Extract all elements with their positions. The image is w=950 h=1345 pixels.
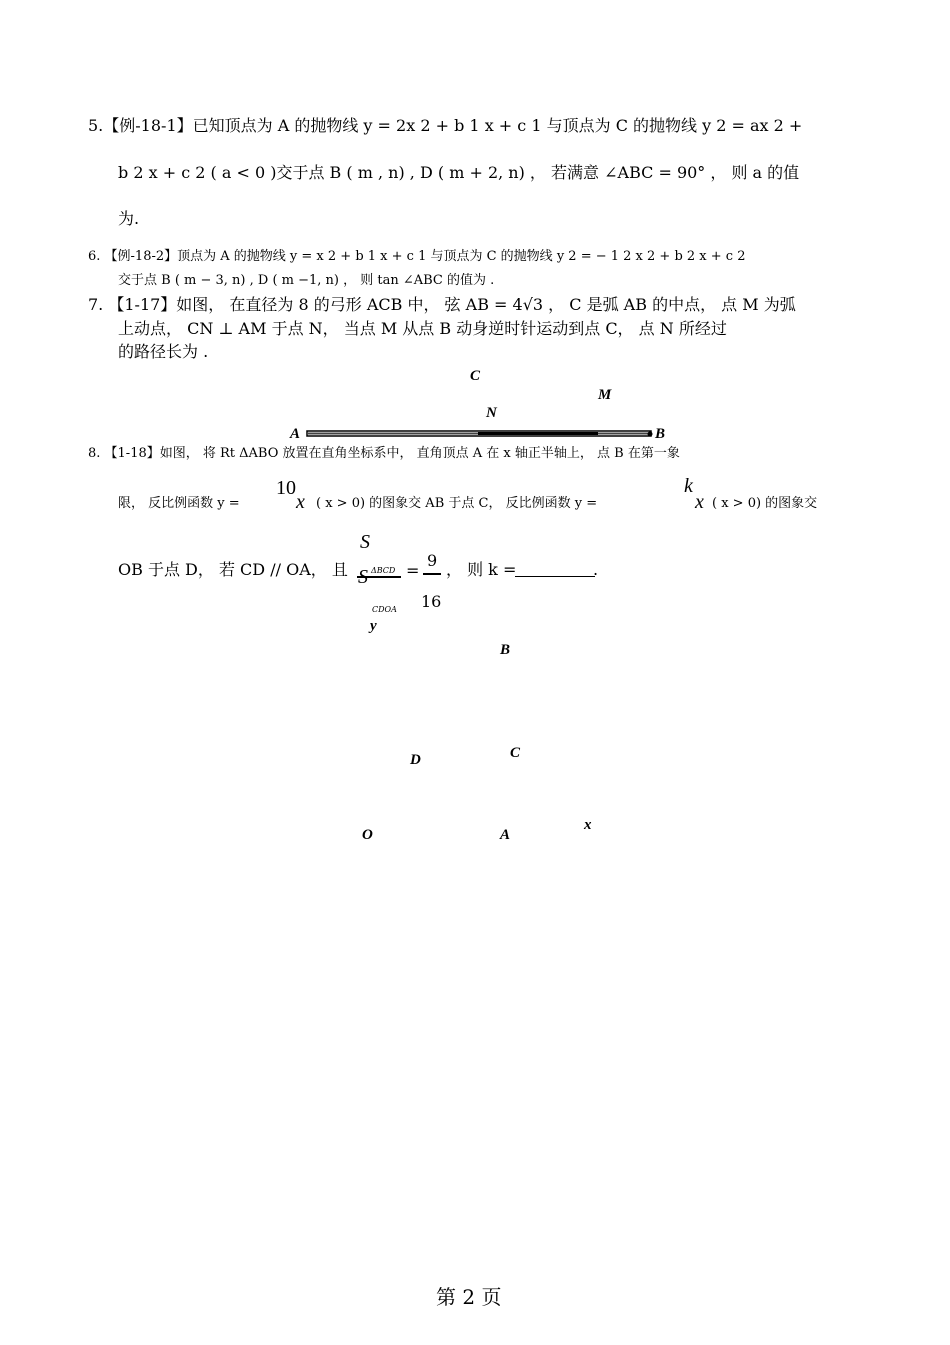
q8-denominator-x2: x [695,491,704,513]
q8-label-a: A [500,827,511,843]
q7-label-a: A [290,426,301,442]
q8-line2-b: ( x > 0) 的图象交 AB 于点 C， 反比例函数 y = [316,496,598,511]
q7-label-b: B [655,426,666,442]
q8-subscript-cdoa: CDOA [372,605,397,614]
q8-label-d: D [410,752,421,768]
q7-line1: 7. 【1-17】如图， 在直径为 8 的弓形 ACB 中， 弦 AB = 4√3 ， C 是弧 AB 的中点， 点 M 为弧 [88,295,796,314]
q7-label-n: N [486,405,497,421]
q8-label-c: C [510,745,521,761]
q7-chord-ab [306,428,656,440]
q8-fraction-bar-9 [423,573,441,575]
q8-equals: = [406,561,420,580]
q6-line2: 交于点 B ( m − 3, n) , D ( m −1, n) ， 则 tan ∠ABC 的值为 . [118,273,495,288]
q8-line2-a: 限， 反比例函数 y = [118,496,240,511]
q8-numerator-10: 10 [276,477,296,499]
q8-line3-b: ， 则 k = [446,560,517,579]
q8-answer-blank[interactable] [515,562,595,580]
q8-subscript-bcd: ΔBCD [371,566,396,575]
q8-fraction-bar-s [357,576,401,578]
q8-denominator-x1: x [296,491,305,513]
q6-line1: 6. 【例-18-2】顶点为 A 的抛物线 y = x 2 + b 1 x + c 1 与顶点为 C 的抛物线 y 2 = − 1 2 x 2 + b 2 x + c 2 [88,249,746,264]
q8-label-y: y [370,618,377,634]
q5-line3: 为. [118,209,140,228]
q8-label-o: O [362,827,373,843]
q5-line2: b 2 x + c 2 ( a < 0 )交于点 B ( m , n) , D ( m + 2, n) ， 若满意 ∠ABC = 90° ， 则 a 的值 [118,163,800,182]
q8-ratio-s-top: S [360,531,370,553]
q8-denominator-16: 16 [421,592,442,611]
q7-label-m: M [598,387,612,403]
q8-numerator-k: k [684,475,693,497]
q8-period: . [593,560,599,579]
q8-line1: 8. 【1-18】如图， 将 Rt ΔABO 放置在直角坐标系中， 直角顶点 A 在 x 轴正半轴上， 点 B 在第一象 [88,446,680,461]
q7-line2: 上动点， CN ⊥ AM 于点 N， 当点 M 从点 B 动身逆时针运动到点 C， 点 N 所经过 [118,319,727,338]
q8-numerator-9: 9 [427,551,438,570]
q8-label-x: x [584,817,592,833]
q7-line3: 的路径长为 . [118,342,209,361]
q7-label-c: C [470,368,481,384]
page-number: 第 2 页 [436,1285,502,1309]
q5-line1: 5.【例-18-1】已知顶点为 A 的抛物线 y = 2x 2 + b 1 x + c 1 与顶点为 C 的抛物线 y 2 = ax 2 + [88,116,803,135]
q8-line2-c: ( x > 0) 的图象交 [712,496,818,511]
q8-label-b: B [500,642,511,658]
q8-line3-a: OB 于点 D， 若 CD // OA， 且 [118,560,348,579]
